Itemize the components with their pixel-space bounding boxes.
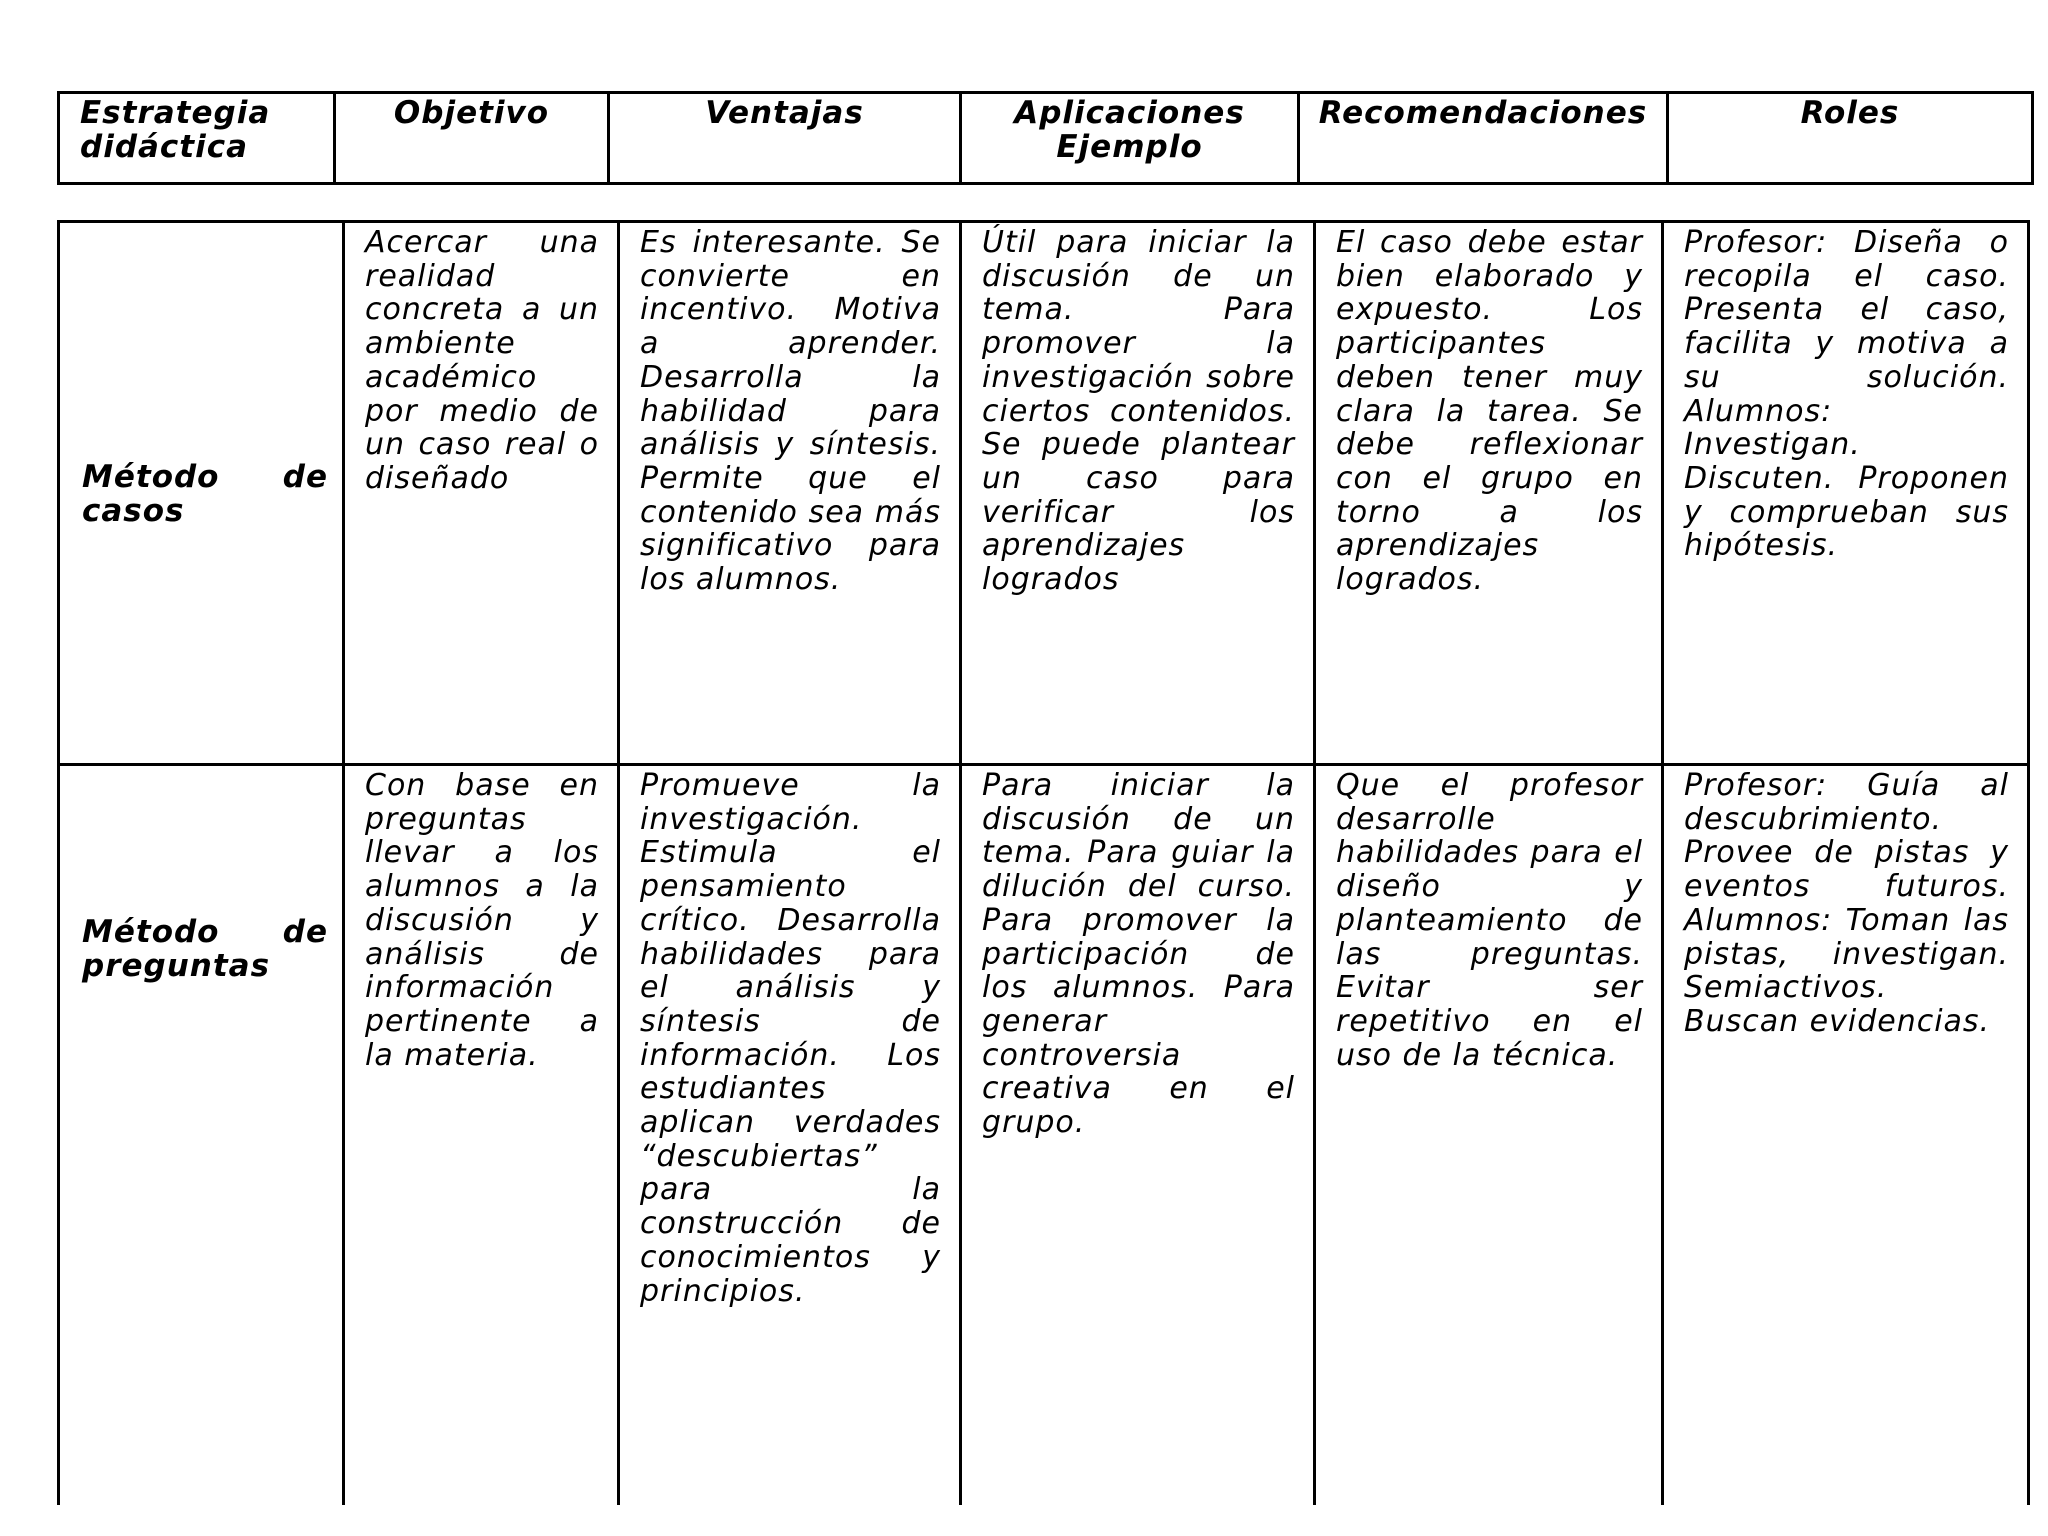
advantages-cell: Promueve la investigación. Estimula el pensamiento crítico. Desarrolla habilidades para el análisis y síntesis de información. Los estudiantes aplican verdades “descubiertas” para la construcción de conocimientos y principios.	[619, 765, 961, 1505]
header-row	[59, 93, 2033, 184]
header-applications: Aplicaciones Ejemplo	[961, 93, 1299, 184]
header-table	[57, 91, 2034, 185]
header-recommendations: Recomendaciones	[1299, 93, 1668, 184]
objective-cell: Acercar una realidad concreta a un ambiente académico por medio de un caso real o diseñado	[344, 222, 619, 765]
roles-cell: Profesor: Guía al descubrimiento. Provee de pistas y eventos futuros. Alumnos: Toman las pistas, investigan. Semiactivos. Buscan evidencias.	[1663, 765, 2029, 1505]
header-roles: Roles	[1668, 93, 2033, 184]
applications-cell: Útil para iniciar la discusión de un tema. Para promover la investigación sobre ciertos contenidos. Se puede plantear un caso para verificar los aprendizajes logrados	[961, 222, 1315, 765]
header-advantages: Ventajas	[609, 93, 961, 184]
strategy-cell: Método de preguntas	[59, 765, 344, 1505]
strategy-cell: Método de casos	[59, 222, 344, 765]
recommendations-cell: El caso debe estar bien elaborado y expuesto. Los participantes deben tener muy clara la tarea. Se debe reflexionar con el grupo en torno a los aprendizajes logrados.	[1315, 222, 1663, 765]
strategies-table	[57, 220, 2030, 1505]
applications-cell: Para iniciar la discusión de un tema. Para guiar la dilución del curso. Para promover la participación de los alumnos. Para generar controversia creativa en el grupo.	[961, 765, 1315, 1505]
recommendations-cell: Que el profesor desarrolle habilidades para el diseño y planteamiento de las preguntas. Evitar ser repetitivo en el uso de la técnica.	[1315, 765, 1663, 1505]
table-row	[59, 222, 2029, 765]
header-objective: Objetivo	[335, 93, 609, 184]
advantages-cell: Es interesante. Se convierte en incentivo. Motiva a aprender. Desarrolla la habilidad para análisis y síntesis. Permite que el contenido sea más significativo para los alumnos.	[619, 222, 961, 765]
header-strategy: Estrategia didáctica	[59, 93, 335, 184]
objective-cell: Con base en preguntas llevar a los alumnos a la discusión y análisis de información pertinente a la materia.	[344, 765, 619, 1505]
roles-cell: Profesor: Diseña o recopila el caso. Presenta el caso, facilita y motiva a su solución. Alumnos: Investigan. Discuten. Proponen y comprueban sus hipótesis.	[1663, 222, 2029, 765]
table-row	[59, 765, 2029, 1505]
